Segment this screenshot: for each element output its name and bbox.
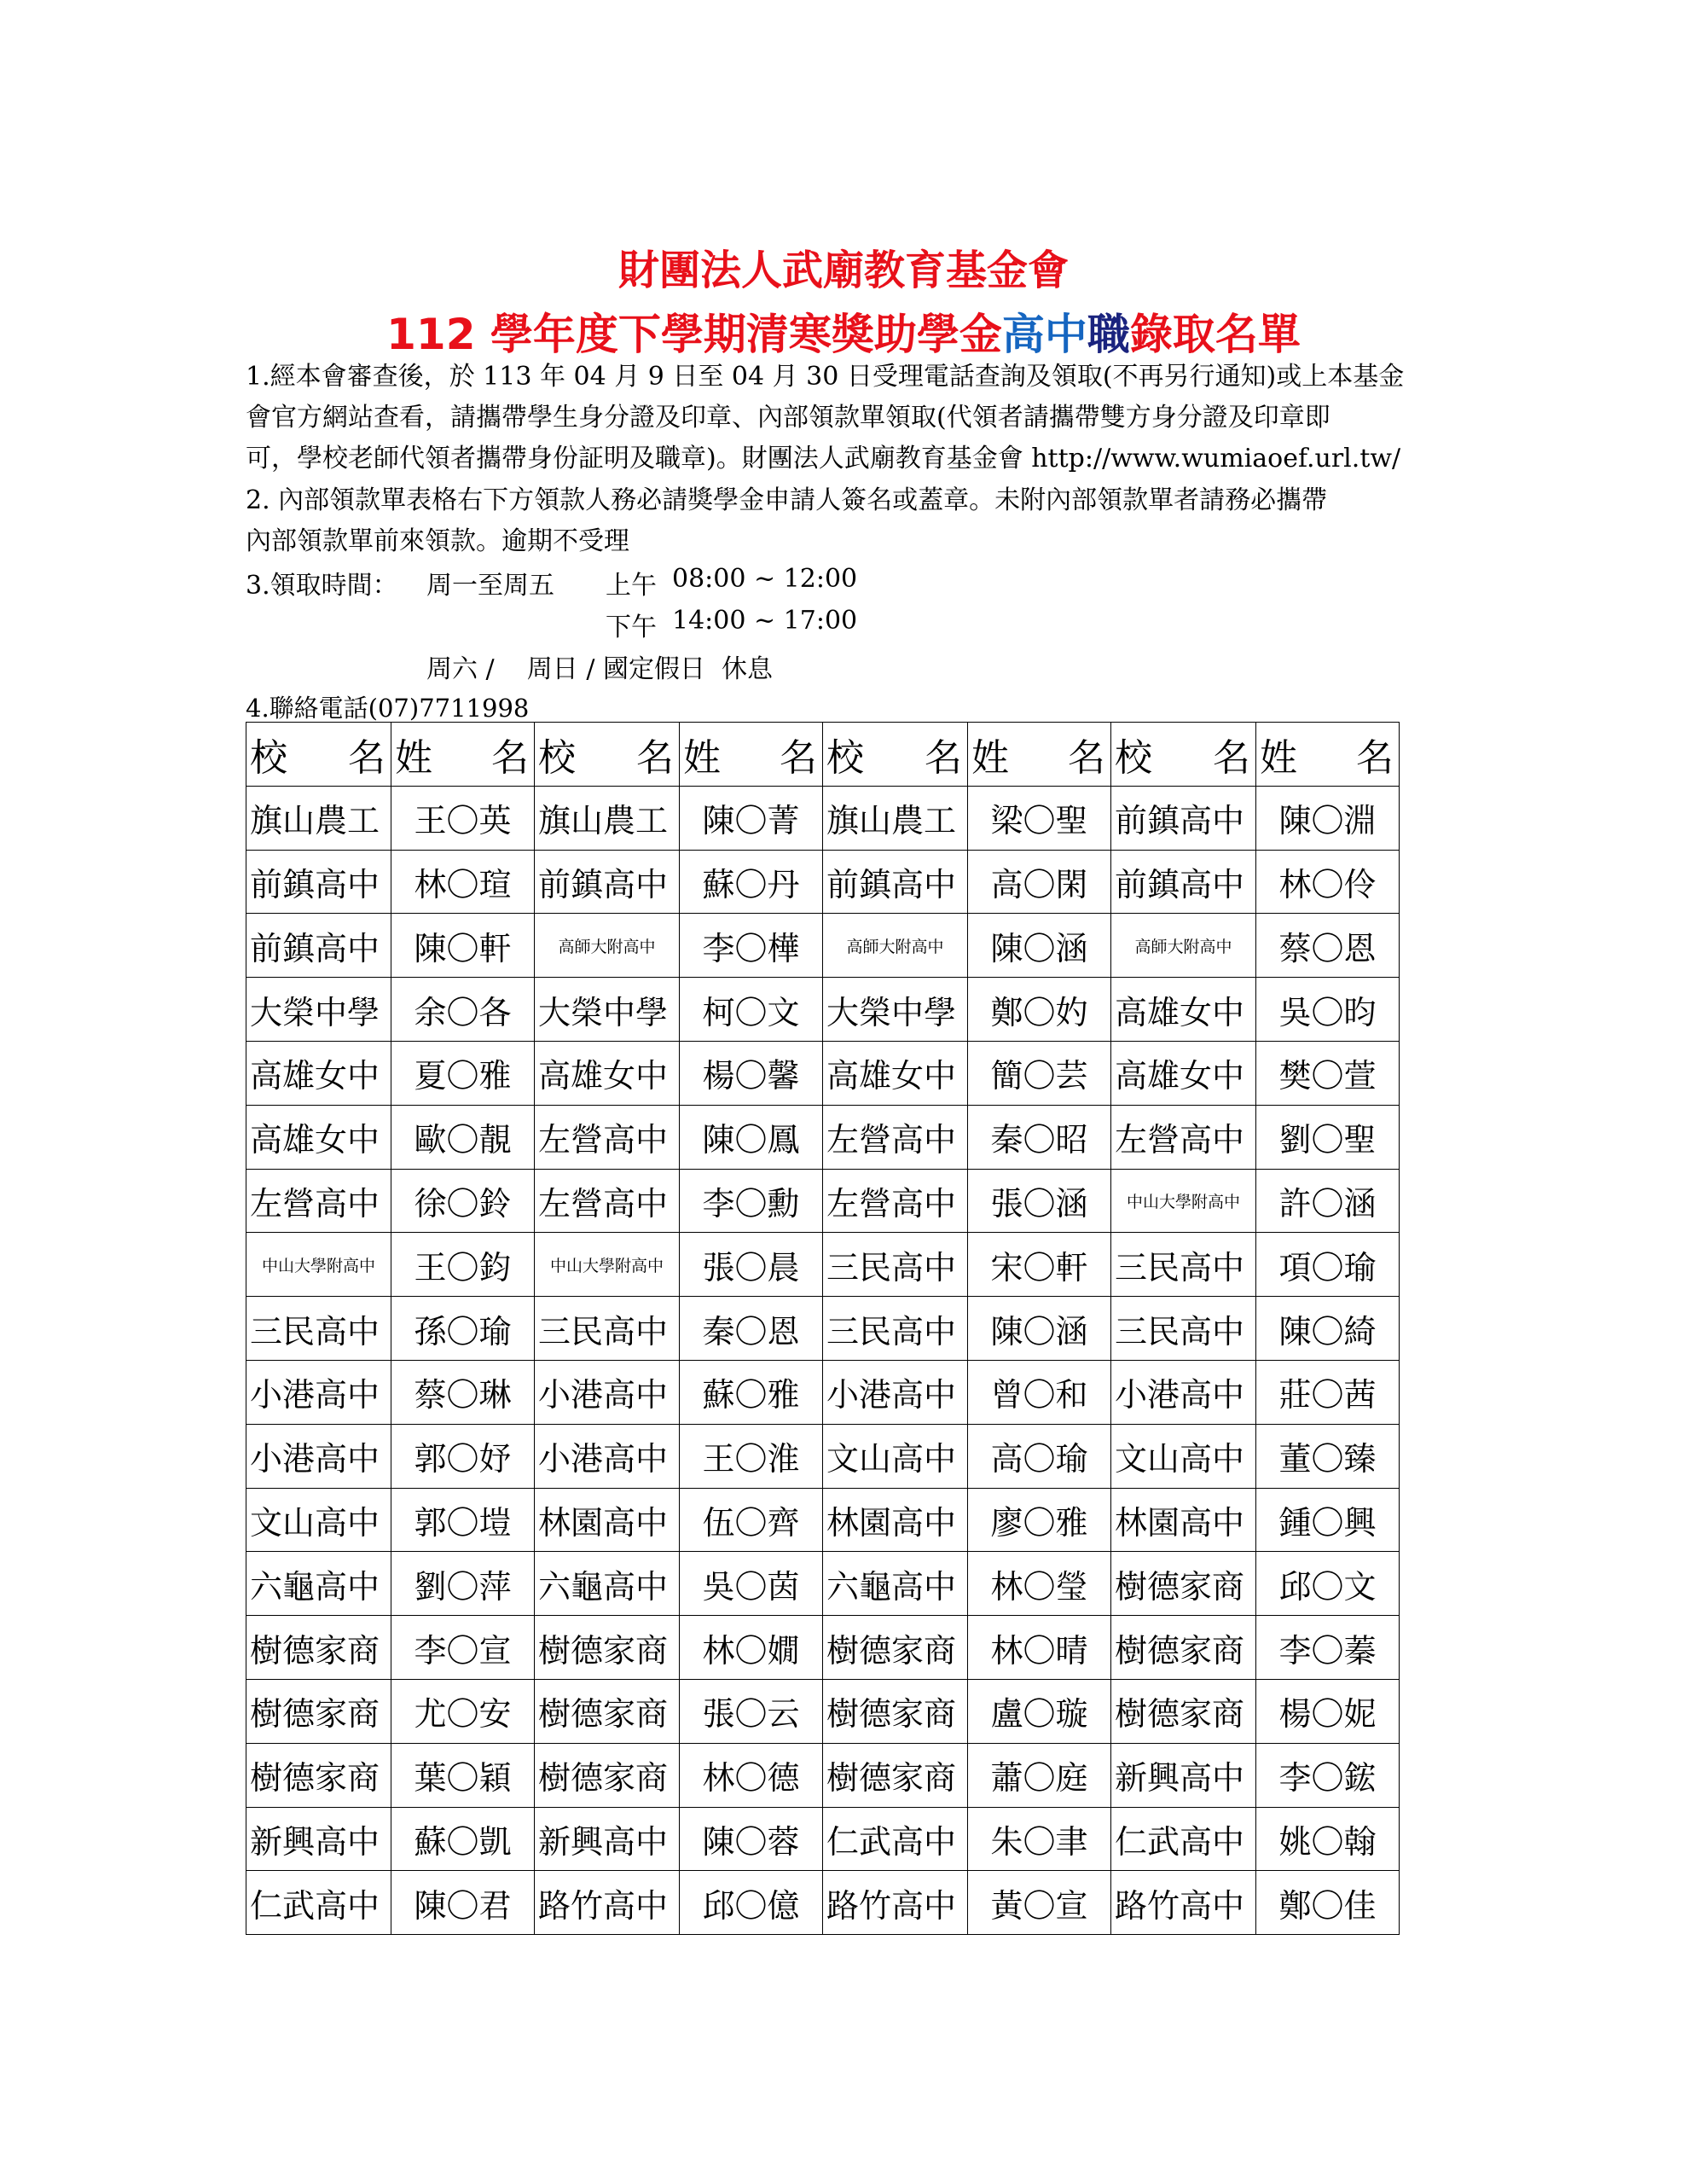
student-name-cell: 葉〇穎 [391, 1743, 535, 1807]
school-cell: 小港高中 [535, 1424, 680, 1488]
student-name-cell: 王〇淮 [680, 1424, 823, 1488]
document-title: 財團法人武廟教育基金會 [617, 247, 1069, 294]
school-cell: 前鎮高中 [1111, 850, 1256, 914]
school-cell: 左營高中 [823, 1169, 968, 1233]
student-name-cell: 徐〇鈴 [391, 1169, 535, 1233]
school-cell: 仁武高中 [246, 1871, 391, 1935]
school-cell: 樹德家商 [246, 1743, 391, 1807]
school-cell: 前鎮高中 [246, 914, 391, 978]
student-name-cell: 蔡〇恩 [1256, 914, 1400, 978]
school-cell: 高雄女中 [246, 1105, 391, 1169]
header-name: 姓名 [391, 723, 535, 787]
contact-phone: 4.聯絡電話(07)7711998 [246, 694, 530, 723]
am-time: 08:00 ~ 12:00 [672, 564, 858, 594]
school-cell: 樹德家商 [535, 1679, 680, 1743]
school-cell: 高雄女中 [246, 1041, 391, 1105]
recipient-table [246, 722, 1400, 1935]
school-cell: 高雄女中 [823, 1041, 968, 1105]
header-school: 校名 [1111, 723, 1256, 787]
school-cell: 三民高中 [823, 1297, 968, 1361]
student-name-cell: 陳〇綺 [1256, 1297, 1400, 1361]
school-cell: 小港高中 [535, 1360, 680, 1424]
student-name-cell: 姚〇翰 [1256, 1807, 1400, 1871]
school-cell: 林園高中 [535, 1488, 680, 1552]
student-name-cell: 許〇涵 [1256, 1169, 1400, 1233]
student-name-cell: 林〇瑩 [968, 1552, 1111, 1616]
school-cell: 中山大學附高中 [1111, 1169, 1256, 1233]
student-name-cell: 蕭〇庭 [968, 1743, 1111, 1807]
table-row [246, 786, 1400, 850]
school-cell: 中山大學附高中 [246, 1233, 391, 1297]
student-name-cell: 郭〇塏 [391, 1488, 535, 1552]
student-name-cell: 劉〇聖 [1256, 1105, 1400, 1169]
student-name-cell: 張〇涵 [968, 1169, 1111, 1233]
student-name-cell: 楊〇妮 [1256, 1679, 1400, 1743]
student-name-cell: 秦〇恩 [680, 1297, 823, 1361]
student-name-cell: 柯〇文 [680, 978, 823, 1042]
student-name-cell: 吳〇茵 [680, 1552, 823, 1616]
school-cell: 樹德家商 [1111, 1552, 1256, 1616]
school-cell: 三民高中 [535, 1297, 680, 1361]
school-cell: 左營高中 [823, 1105, 968, 1169]
pm-time: 14:00 ~ 17:00 [672, 606, 858, 636]
school-cell: 路竹高中 [1111, 1871, 1256, 1935]
student-name-cell: 陳〇淵 [1256, 786, 1400, 850]
school-cell: 仁武高中 [823, 1807, 968, 1871]
school-cell: 旗山農工 [246, 786, 391, 850]
school-cell: 中山大學附高中 [535, 1233, 680, 1297]
student-name-cell: 廖〇雅 [968, 1488, 1111, 1552]
student-name-cell: 李〇鋐 [1256, 1743, 1400, 1807]
student-name-cell: 李〇蓁 [1256, 1616, 1400, 1680]
student-name-cell: 黃〇宣 [968, 1871, 1111, 1935]
school-cell: 左營高中 [246, 1169, 391, 1233]
table-header-row [246, 723, 1400, 787]
school-cell: 樹德家商 [823, 1616, 968, 1680]
student-name-cell: 王〇鈞 [391, 1233, 535, 1297]
student-name-cell: 劉〇萍 [391, 1552, 535, 1616]
school-cell: 樹德家商 [535, 1616, 680, 1680]
school-cell: 左營高中 [535, 1169, 680, 1233]
student-name-cell: 張〇晨 [680, 1233, 823, 1297]
table-row [246, 1424, 1400, 1488]
header-school: 校名 [535, 723, 680, 787]
school-cell: 前鎮高中 [535, 850, 680, 914]
table-row [246, 914, 1400, 978]
table-row [246, 1679, 1400, 1743]
school-cell: 新興高中 [246, 1807, 391, 1871]
student-name-cell: 項〇瑜 [1256, 1233, 1400, 1297]
student-name-cell: 董〇臻 [1256, 1424, 1400, 1488]
school-cell: 高師大附高中 [823, 914, 968, 978]
student-name-cell: 陳〇君 [391, 1871, 535, 1935]
student-name-cell: 鄭〇佳 [1256, 1871, 1400, 1935]
student-name-cell: 高〇瑜 [968, 1424, 1111, 1488]
student-name-cell: 邱〇億 [680, 1871, 823, 1935]
document-subtitle [0, 300, 1687, 362]
school-cell: 前鎮高中 [823, 850, 968, 914]
student-name-cell: 秦〇昭 [968, 1105, 1111, 1169]
table-row [246, 1169, 1400, 1233]
school-cell: 高雄女中 [535, 1041, 680, 1105]
school-cell: 路竹高中 [823, 1871, 968, 1935]
student-name-cell: 林〇伶 [1256, 850, 1400, 914]
student-name-cell: 尤〇安 [391, 1679, 535, 1743]
school-cell: 小港高中 [246, 1424, 391, 1488]
pm-label: 下午 [606, 613, 657, 642]
student-name-cell: 梁〇聖 [968, 786, 1111, 850]
student-name-cell: 鄭〇妁 [968, 978, 1111, 1042]
table-body [246, 786, 1400, 1934]
student-name-cell: 鍾〇興 [1256, 1488, 1400, 1552]
table-row [246, 1871, 1400, 1935]
table-row [246, 1552, 1400, 1616]
student-name-cell: 朱〇聿 [968, 1807, 1111, 1871]
table-row [246, 1105, 1400, 1169]
student-name-cell: 陳〇軒 [391, 914, 535, 978]
school-cell: 樹德家商 [1111, 1679, 1256, 1743]
notice-line: 內部領款單前來領款。逾期不受理 [246, 526, 629, 556]
student-name-cell: 張〇云 [680, 1679, 823, 1743]
school-cell: 前鎮高中 [246, 850, 391, 914]
school-cell: 左營高中 [535, 1105, 680, 1169]
subtitle-part-1: 112 學年度下學期清寒獎助學金 [386, 310, 1002, 359]
student-name-cell: 吳〇昀 [1256, 978, 1400, 1042]
school-cell: 六龜高中 [535, 1552, 680, 1616]
school-cell: 樹德家商 [246, 1616, 391, 1680]
school-cell: 大榮中學 [246, 978, 391, 1042]
student-name-cell: 王〇英 [391, 786, 535, 850]
subtitle-part-4: 錄取名單 [1129, 310, 1301, 359]
header-name: 姓名 [1256, 723, 1400, 787]
closed-days: 周六 / 周日 / 國定假日 休息 [426, 654, 774, 684]
school-cell: 小港高中 [1111, 1360, 1256, 1424]
student-name-cell: 盧〇璇 [968, 1679, 1111, 1743]
school-cell: 樹德家商 [535, 1743, 680, 1807]
student-name-cell: 余〇各 [391, 978, 535, 1042]
table-row [246, 1743, 1400, 1807]
weekdays-label: 周一至周五 [426, 571, 554, 601]
school-cell: 仁武高中 [1111, 1807, 1256, 1871]
student-name-cell: 高〇閑 [968, 850, 1111, 914]
student-name-cell: 郭〇妤 [391, 1424, 535, 1488]
school-cell: 林園高中 [823, 1488, 968, 1552]
school-cell: 六龜高中 [823, 1552, 968, 1616]
school-cell: 三民高中 [1111, 1297, 1256, 1361]
student-name-cell: 簡〇芸 [968, 1041, 1111, 1105]
student-name-cell: 蘇〇雅 [680, 1360, 823, 1424]
table-row [246, 1041, 1400, 1105]
school-cell: 大榮中學 [823, 978, 968, 1042]
school-cell: 三民高中 [1111, 1233, 1256, 1297]
header-school: 校名 [823, 723, 968, 787]
student-name-cell: 莊〇茜 [1256, 1360, 1400, 1424]
student-name-cell: 陳〇蓉 [680, 1807, 823, 1871]
student-name-cell: 李〇宣 [391, 1616, 535, 1680]
table-row [246, 1488, 1400, 1552]
school-cell: 高師大附高中 [535, 914, 680, 978]
notice-paragraph-2 [246, 480, 1440, 562]
student-name-cell: 陳〇菁 [680, 786, 823, 850]
student-name-cell: 夏〇雅 [391, 1041, 535, 1105]
subtitle-part-3: 職 [1087, 310, 1130, 359]
student-name-cell: 陳〇鳳 [680, 1105, 823, 1169]
table-row [246, 1233, 1400, 1297]
school-cell: 樹德家商 [246, 1679, 391, 1743]
school-cell: 林園高中 [1111, 1488, 1256, 1552]
student-name-cell: 林〇瑄 [391, 850, 535, 914]
student-name-cell: 蘇〇凱 [391, 1807, 535, 1871]
table-row [246, 850, 1400, 914]
school-cell: 左營高中 [1111, 1105, 1256, 1169]
am-label: 上午 [606, 571, 657, 601]
student-name-cell: 孫〇瑜 [391, 1297, 535, 1361]
school-cell: 高師大附高中 [1111, 914, 1256, 978]
header-name: 姓名 [968, 723, 1111, 787]
school-cell: 前鎮高中 [1111, 786, 1256, 850]
notice-line: 1.經本會審查後，於 113 年 04 月 9 日至 04 月 30 日受理電話查詢及領取(不再另行通知)或上本基金 [246, 362, 1405, 392]
student-name-cell: 樊〇萱 [1256, 1041, 1400, 1105]
table-row [246, 1616, 1400, 1680]
school-cell: 樹德家商 [823, 1743, 968, 1807]
school-cell: 六龜高中 [246, 1552, 391, 1616]
notice-paragraph-1 [246, 357, 1440, 479]
school-cell: 新興高中 [535, 1807, 680, 1871]
school-cell: 高雄女中 [1111, 978, 1256, 1042]
school-cell: 文山高中 [823, 1424, 968, 1488]
school-cell: 樹德家商 [1111, 1616, 1256, 1680]
student-name-cell: 林〇嫺 [680, 1616, 823, 1680]
school-cell: 高雄女中 [1111, 1041, 1256, 1105]
student-name-cell: 曾〇和 [968, 1360, 1111, 1424]
student-name-cell: 李〇樺 [680, 914, 823, 978]
header-school: 校名 [246, 723, 391, 787]
school-cell: 三民高中 [823, 1233, 968, 1297]
notice-line: 2. 內部領款單表格右下方領款人務必請獎學金申請人簽名或蓋章。未附內部領款單者請務必攜帶 [246, 485, 1328, 515]
school-cell: 旗山農工 [535, 786, 680, 850]
student-name-cell: 蘇〇丹 [680, 850, 823, 914]
school-cell: 小港高中 [246, 1360, 391, 1424]
student-name-cell: 林〇德 [680, 1743, 823, 1807]
school-cell: 樹德家商 [823, 1679, 968, 1743]
table-row [246, 978, 1400, 1042]
student-name-cell: 李〇勳 [680, 1169, 823, 1233]
student-name-cell: 蔡〇琳 [391, 1360, 535, 1424]
student-name-cell: 邱〇文 [1256, 1552, 1400, 1616]
school-cell: 小港高中 [823, 1360, 968, 1424]
table-row [246, 1360, 1400, 1424]
table-row [246, 1297, 1400, 1361]
school-cell: 三民高中 [246, 1297, 391, 1361]
school-cell: 文山高中 [1111, 1424, 1256, 1488]
student-name-cell: 陳〇涵 [968, 914, 1111, 978]
school-cell: 旗山農工 [823, 786, 968, 850]
table-row [246, 1807, 1400, 1871]
notice-line: 可，學校老師代領者攜帶身份証明及職章)。財團法人武廟教育基金會 http://www.wumiaoef.url.tw/ [246, 444, 1401, 473]
student-name-cell: 楊〇馨 [680, 1041, 823, 1105]
school-cell: 大榮中學 [535, 978, 680, 1042]
student-name-cell: 陳〇涵 [968, 1297, 1111, 1361]
subtitle-part-2: 高中 [1001, 310, 1087, 359]
school-cell: 新興高中 [1111, 1743, 1256, 1807]
school-cell: 路竹高中 [535, 1871, 680, 1935]
notice-line: 會官方網站查看，請攜帶學生身分證及印章、內部領款單領取(代領者請攜帶雙方身分證及印章即 [246, 403, 1330, 433]
header-name: 姓名 [680, 723, 823, 787]
student-name-cell: 伍〇齊 [680, 1488, 823, 1552]
student-name-cell: 林〇晴 [968, 1616, 1111, 1680]
student-name-cell: 宋〇軒 [968, 1233, 1111, 1297]
hours-label: 3.領取時間： [246, 571, 398, 601]
school-cell: 文山高中 [246, 1488, 391, 1552]
student-name-cell: 歐〇靚 [391, 1105, 535, 1169]
